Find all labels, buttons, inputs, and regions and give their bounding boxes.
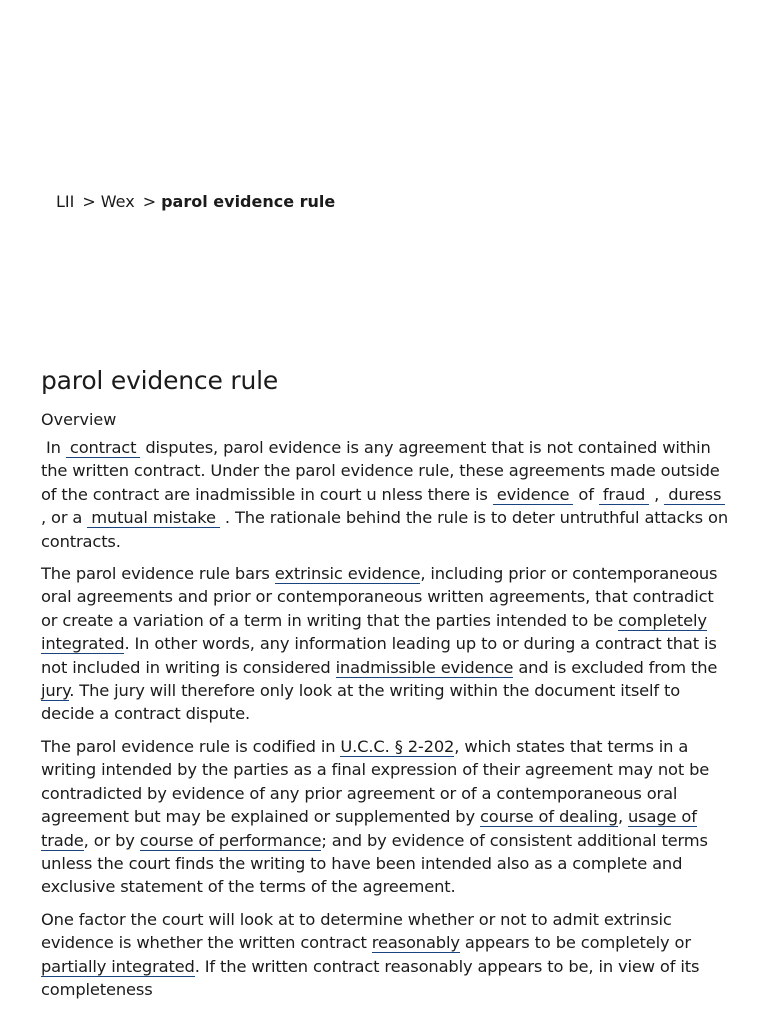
- link-usage-of-trade[interactable]: usage of trade: [41, 807, 697, 850]
- link-extrinsic-evidence[interactable]: extrinsic evidence: [274, 564, 421, 584]
- paragraph-3: [41, 735, 731, 899]
- text: ; and by evidence of consistent additional terms unless the court finds the writing to have been intended also as a complete and exclusive statement of the terms of the agreement.: [41, 830, 708, 897]
- link-duress[interactable]: duress: [664, 485, 725, 505]
- link-fraud[interactable]: fraud: [599, 485, 649, 505]
- text: ,: [654, 484, 660, 504]
- breadcrumb-current: parol evidence rule: [161, 192, 336, 211]
- text: In: [46, 438, 61, 457]
- text: , which states that terms in a writing intended by the parties as a final expression of their agreement may not be contradicted by evidence of any prior agreement or of a contemporaneous oral agreement but may be explained or supplemented by: [41, 736, 710, 827]
- text: . If the written contract reasonably appears to be, in view of its completeness: [41, 956, 700, 999]
- breadcrumb-wex-link[interactable]: Wex: [100, 192, 135, 211]
- link-jury[interactable]: jury: [41, 681, 70, 701]
- paragraph-4: [41, 908, 731, 1002]
- text: . The jury will therefore only look at the writing within the document itself to decide a contract dispute.: [41, 681, 681, 724]
- paragraph-2: [41, 562, 731, 726]
- text: appears to be completely or: [459, 933, 691, 953]
- section-heading-overview: Overview: [41, 410, 117, 429]
- paragraph-1: [41, 436, 731, 553]
- article: [41, 364, 731, 1010]
- link-inadmissible-evidence[interactable]: inadmissible evidence: [335, 657, 514, 677]
- breadcrumb: [56, 192, 335, 212]
- breadcrumb-lii-link[interactable]: LII: [56, 192, 75, 211]
- link-ucc-2-202[interactable]: U.C.C. § 2-202: [340, 736, 455, 756]
- link-completely-integrated[interactable]: completely integrated: [41, 610, 707, 654]
- text: One factor the court will look at to determine whether or not to admit extrinsic evidence is whether the written contract: [41, 909, 672, 953]
- link-mutual-mistake[interactable]: mutual mistake: [87, 508, 220, 528]
- text: The parol evidence rule is codified in: [41, 736, 341, 756]
- text: ,: [617, 807, 629, 827]
- text: disputes, parol evidence is any agreement that is not contained within the written contract. Under the parol evidence rule, these agreements made outside of the contract are inadmissible in court u nless there is: [41, 438, 720, 504]
- link-partially-integrated[interactable]: partially integrated: [41, 956, 195, 976]
- link-evidence[interactable]: evidence: [493, 485, 574, 505]
- text: , or by: [83, 830, 140, 850]
- breadcrumb-separator: >: [82, 192, 96, 211]
- text: . The rationale behind the rule is to deter untruthful attacks on contracts.: [41, 508, 728, 551]
- page-title: parol evidence rule: [41, 366, 279, 395]
- breadcrumb-separator: >: [142, 192, 157, 211]
- text: . In other words, any information leading up to or during a contract that is not included in writing is considered: [41, 634, 717, 677]
- text: , or a: [41, 508, 83, 528]
- link-course-of-dealing[interactable]: course of dealing: [480, 807, 618, 827]
- text: , including prior or contemporaneous oral agreements and prior or contemporaneous written agreements, that contradict or create a variation of a term in writing that the parties intended to be: [41, 564, 718, 630]
- link-contract[interactable]: contract: [66, 438, 140, 458]
- text: and is excluded from the: [513, 657, 718, 677]
- text: of: [578, 484, 594, 504]
- link-course-of-performance[interactable]: course of performance: [139, 830, 322, 850]
- link-reasonably[interactable]: reasonably: [371, 933, 460, 953]
- text: The parol evidence rule bars: [41, 564, 275, 584]
